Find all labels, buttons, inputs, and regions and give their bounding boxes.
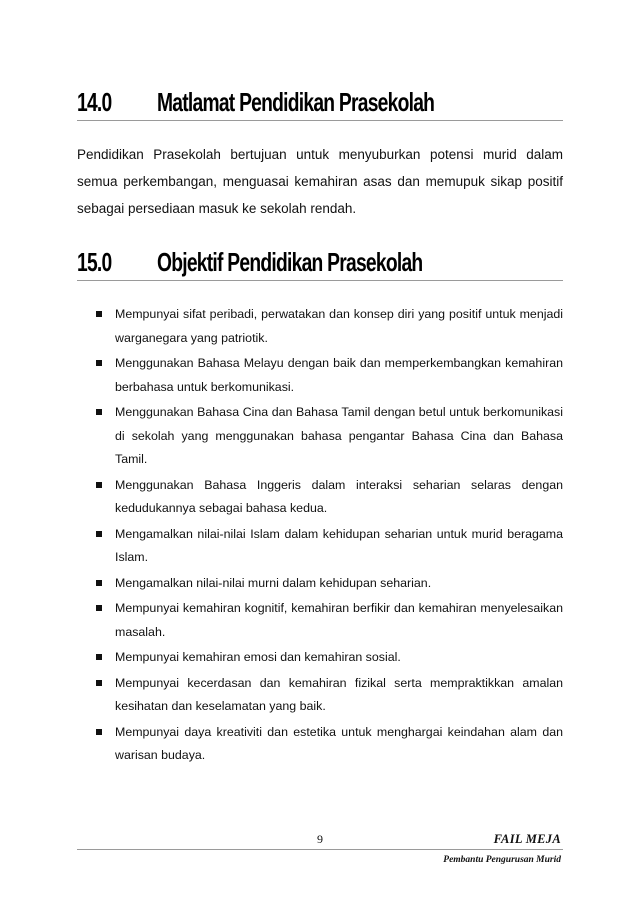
bullet-square-icon [96, 311, 102, 317]
footer-title: FAIL MEJA [493, 832, 561, 846]
bullet-square-icon [96, 680, 102, 686]
list-item-text: Menggunakan Bahasa Melayu dengan baik dan memperkembangkan kemahiran berbahasa untuk berkomunikasi. [115, 356, 563, 394]
footer-divider [77, 849, 563, 850]
list-item [96, 303, 563, 350]
list-item [96, 401, 563, 472]
list-item [96, 474, 563, 521]
list-item-text: Mengamalkan nilai-nilai murni dalam kehidupan seharian. [115, 575, 432, 590]
list-item [96, 523, 563, 570]
list-item [96, 597, 563, 644]
bullet-square-icon [96, 654, 102, 660]
objectives-list [96, 303, 563, 770]
page-number: 9 [317, 832, 323, 846]
section-title: Matlamat Pendidikan Prasekolah [157, 87, 435, 117]
list-item-text: Menggunakan Bahasa Cina dan Bahasa Tamil dengan betul untuk berkomunikasi di sekolah yang menggunakan bahasa pengantar Bahasa Cina dan Bahasa Tamil. [115, 405, 563, 466]
list-item-text: Menggunakan Bahasa Inggeris dalam interaksi seharian selaras dengan kedudukannya sebagai bahasa kedua. [115, 477, 563, 515]
list-item-text: Mengamalkan nilai-nilai Islam dalam kehidupan seharian untuk murid beragama Islam. [115, 526, 563, 564]
footer-subtitle: Pembantu Pengurusan Murid [443, 855, 561, 865]
section-heading-15 [77, 246, 563, 281]
list-item [96, 352, 563, 399]
list-item-text: Mempunyai kemahiran emosi dan kemahiran sosial. [115, 650, 401, 664]
section-title: Objektif Pendidikan Prasekolah [157, 247, 423, 277]
list-item-text: Mempunyai kemahiran kognitif, kemahiran berfikir dan kemahiran menyelesaikan masalah. [115, 601, 563, 639]
list-item [96, 721, 563, 768]
bullet-square-icon [96, 360, 102, 366]
list-item [96, 572, 563, 596]
list-item [96, 672, 563, 719]
list-item [96, 646, 563, 670]
bullet-square-icon [96, 580, 102, 586]
bullet-square-icon [96, 409, 102, 415]
section-number: 15.0 [77, 247, 112, 277]
section-number: 14.0 [77, 87, 112, 117]
list-item-text: Mempunyai daya kreativiti dan estetika untuk menghargai keindahan alam dan warisan budaya. [115, 724, 563, 762]
bullet-square-icon [96, 482, 102, 488]
list-item-text: Mempunyai kecerdasan dan kemahiran fizikal serta mempraktikkan amalan kesihatan dan keselamatan yang baik. [115, 675, 563, 713]
bullet-square-icon [96, 531, 102, 537]
bullet-square-icon [96, 605, 102, 611]
intro-paragraph: Pendidikan Prasekolah bertujuan untuk menyuburkan potensi murid dalam semua perkembangan, menguasai kemahiran asas dan memupuk sikap positif sebagai persediaan masuk ke sekolah rendah. [77, 147, 563, 216]
bullet-square-icon [96, 729, 102, 735]
section-heading-14 [77, 86, 563, 121]
list-item-text: Mempunyai sifat peribadi, perwatakan dan konsep diri yang positif untuk menjadi warganegara yang patriotik. [115, 307, 563, 345]
